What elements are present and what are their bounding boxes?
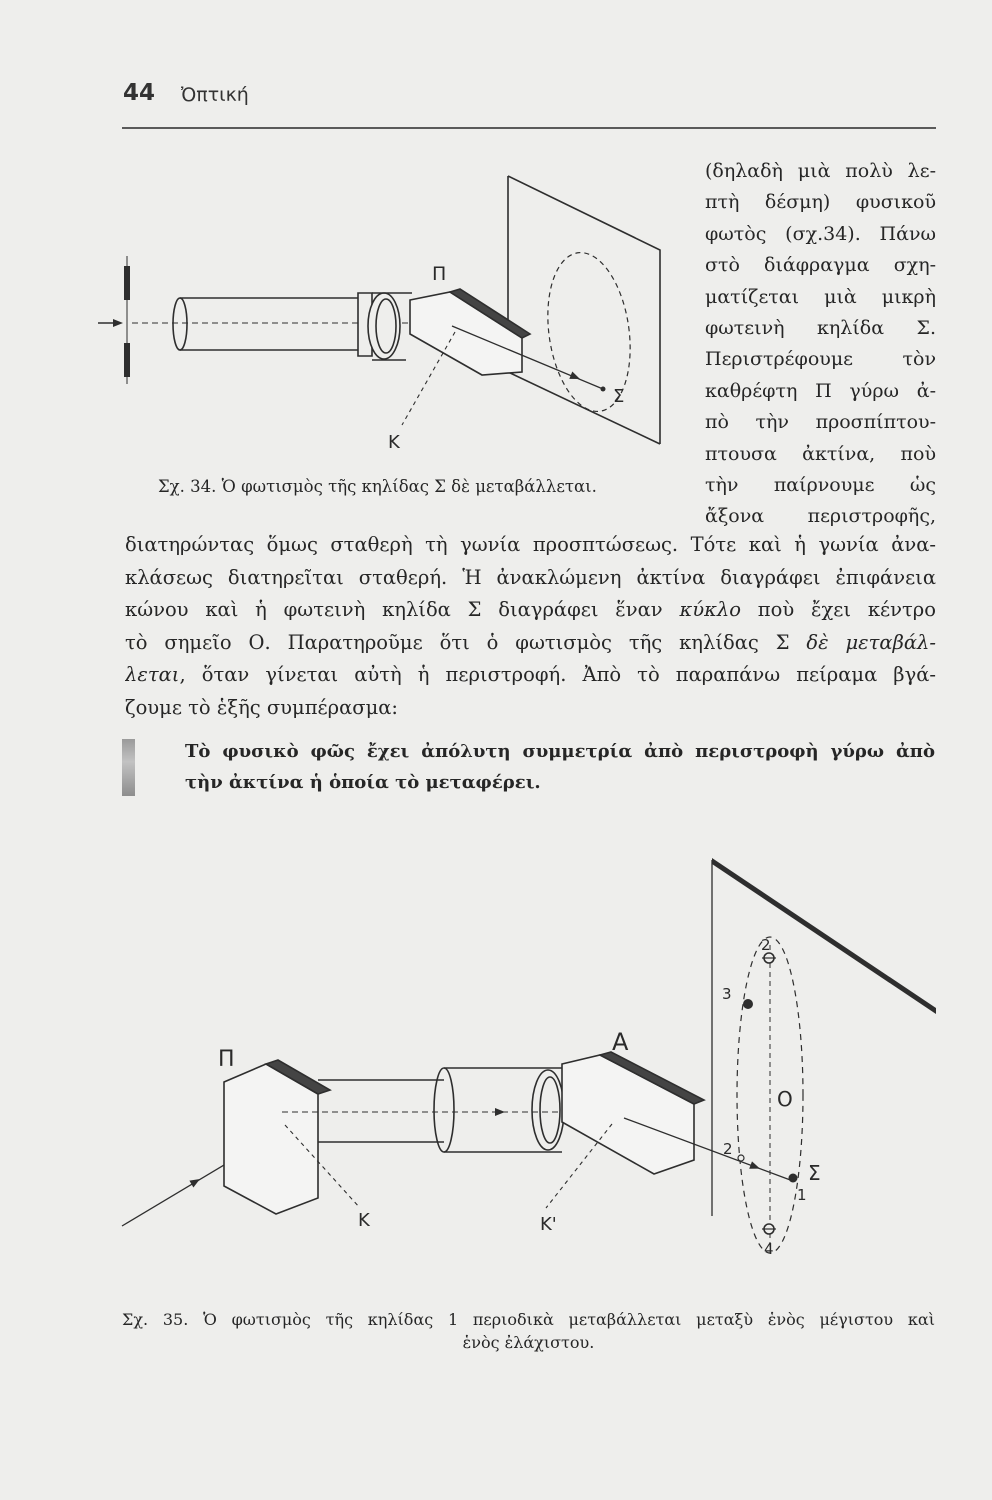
text-line: ἄξονα περιστροφῆς, <box>705 505 936 528</box>
text-line: στὸ διάφραγμα σχη- <box>705 254 936 277</box>
text-line: πτουσα ἀκτίνα, ποὺ <box>705 442 936 465</box>
text-line <box>125 627 936 660</box>
text-segment: κώνου καὶ ἡ φωτεινὴ κηλίδα Σ διαγράφει ἕναν <box>125 598 663 622</box>
text-line: τὴν ἀκτίνα ἡ ὁποία τὸ μεταφέρει. <box>185 772 541 793</box>
label-spot-sigma: Σ <box>808 1161 821 1185</box>
text-line: Τὸ φυσικὸ φῶς ἔχει ἀπόλυτη συμμετρία ἀπὸ περιστροφὴ γύρω ἀπὸ <box>185 741 935 762</box>
text-line: τὴν παίρνουμε ὡς <box>705 473 936 496</box>
label-ellipse-upper-left: 3 <box>722 985 732 1003</box>
text-line: πτὴ δέσμη) φυσικοῦ <box>705 191 936 214</box>
diaphragm-lower <box>124 343 130 377</box>
emphasis-bar <box>122 739 135 796</box>
caption-line: ἑνὸς ἐλάχιστου. <box>462 1333 595 1352</box>
italic-term: δὲ μεταβάλ- <box>806 630 936 654</box>
italic-term: κύκλο <box>679 598 741 622</box>
screen-top-edge <box>712 858 936 1014</box>
label-mirror-a: Α <box>612 1028 629 1056</box>
text-line: πὸ τὴν προσπίπτου- <box>705 411 936 434</box>
reflected-ray-arrow <box>569 372 580 380</box>
screen-plane <box>508 176 660 444</box>
page-number: 44 <box>123 80 156 106</box>
text-segment: ποὺ ἔχει κέντρο <box>757 598 936 622</box>
point-1 <box>789 1174 798 1183</box>
point-3 <box>743 999 753 1009</box>
label-ellipse-bottom: 4 <box>764 1240 774 1258</box>
text-segment: , ὅταν γίνεται αὐτὴ ἡ περιστροφή. Ἀπὸ τὸ παραπάνω πείραμα βγά- <box>179 663 936 687</box>
text-line: Περιστρέφουμε τὸν <box>705 348 936 371</box>
text-line: διατηρώντας ὅμως σταθερὴ τὴ γωνία προσπτώσεως. Τότε καὶ ἡ γωνία ἀνα- <box>125 533 936 556</box>
running-title: Ὀπτική <box>181 84 249 106</box>
tube-1-body <box>318 1080 444 1142</box>
text-segment: τὸ σημεῖο Ο. Παρατηροῦμε ὅτι ὁ φωτισμὸς τῆς κηλίδας Σ <box>125 630 790 654</box>
label-point-k: Κ <box>388 432 400 453</box>
caption-line: Σχ. 35. Ὁ φωτισμὸς τῆς κηλίδας 1 περιοδικὰ μεταβάλλεται μεταξὺ ἑνὸς μέγιστου καὶ <box>122 1310 935 1329</box>
conclusion-statement <box>185 736 935 798</box>
label-mirror-pi: Π <box>432 263 447 285</box>
label-spot-number: 1 <box>797 1186 807 1204</box>
body-paragraph <box>125 529 936 725</box>
text-line: φωτὸς (σχ.34). Πάνω <box>705 222 936 245</box>
dashed-ellipse <box>538 247 639 417</box>
label-spot-sigma: Σ <box>613 386 625 407</box>
text-line: καθρέφτη Π γύρω ἀ- <box>705 379 936 402</box>
incident-ray-arrow <box>189 1179 200 1188</box>
side-column-text <box>705 156 936 533</box>
text-line: ματίζεται μιὰ μικρὴ <box>705 285 936 308</box>
figure-35-diagram <box>110 850 940 1300</box>
italic-term: λεται <box>125 663 180 687</box>
text-line: ζουμε τὸ ἑξῆς συμπέρασμα: <box>125 695 398 719</box>
text-line <box>125 659 936 692</box>
beam-axis-arrow <box>495 1108 505 1116</box>
mirror-plate <box>410 292 522 375</box>
label-center-o: Ο <box>777 1087 793 1111</box>
diaphragm-upper <box>124 266 130 300</box>
text-line <box>125 594 936 627</box>
label-point-k-prime: Κ' <box>540 1214 557 1235</box>
figure-34-diagram <box>95 160 695 470</box>
mirror-a-plate <box>562 1055 694 1174</box>
incident-ray-arrow <box>113 319 123 327</box>
label-ellipse-top: 2 <box>761 936 771 954</box>
reflected-ray-arrow <box>749 1161 760 1168</box>
figure-35-caption <box>122 1308 935 1354</box>
text-line: φωτεινὴ κηλίδα Σ. <box>705 316 936 339</box>
label-ellipse-lower-left: 2 <box>723 1140 733 1158</box>
figure-34-caption: Σχ. 34. Ὁ φωτισμὸς τῆς κηλίδας Σ δὲ μεταβάλλεται. <box>158 477 597 496</box>
label-point-k: Κ <box>358 1210 370 1231</box>
label-mirror-pi: Π <box>218 1047 235 1072</box>
normal-to-k <box>402 332 455 425</box>
point-2-lower <box>738 1155 744 1161</box>
header-rule <box>122 127 936 129</box>
spot-sigma <box>601 387 606 392</box>
tube-end <box>173 298 187 350</box>
text-line: (δηλαδὴ μιὰ πολὺ λε- <box>705 160 936 182</box>
tube-body <box>180 298 360 350</box>
text-line: κλάσεως διατηρεῖται σταθερή. Ἡ ἀνακλώμενη ἀκτίνα διαγράφει ἐπιφάνεια <box>125 565 936 589</box>
